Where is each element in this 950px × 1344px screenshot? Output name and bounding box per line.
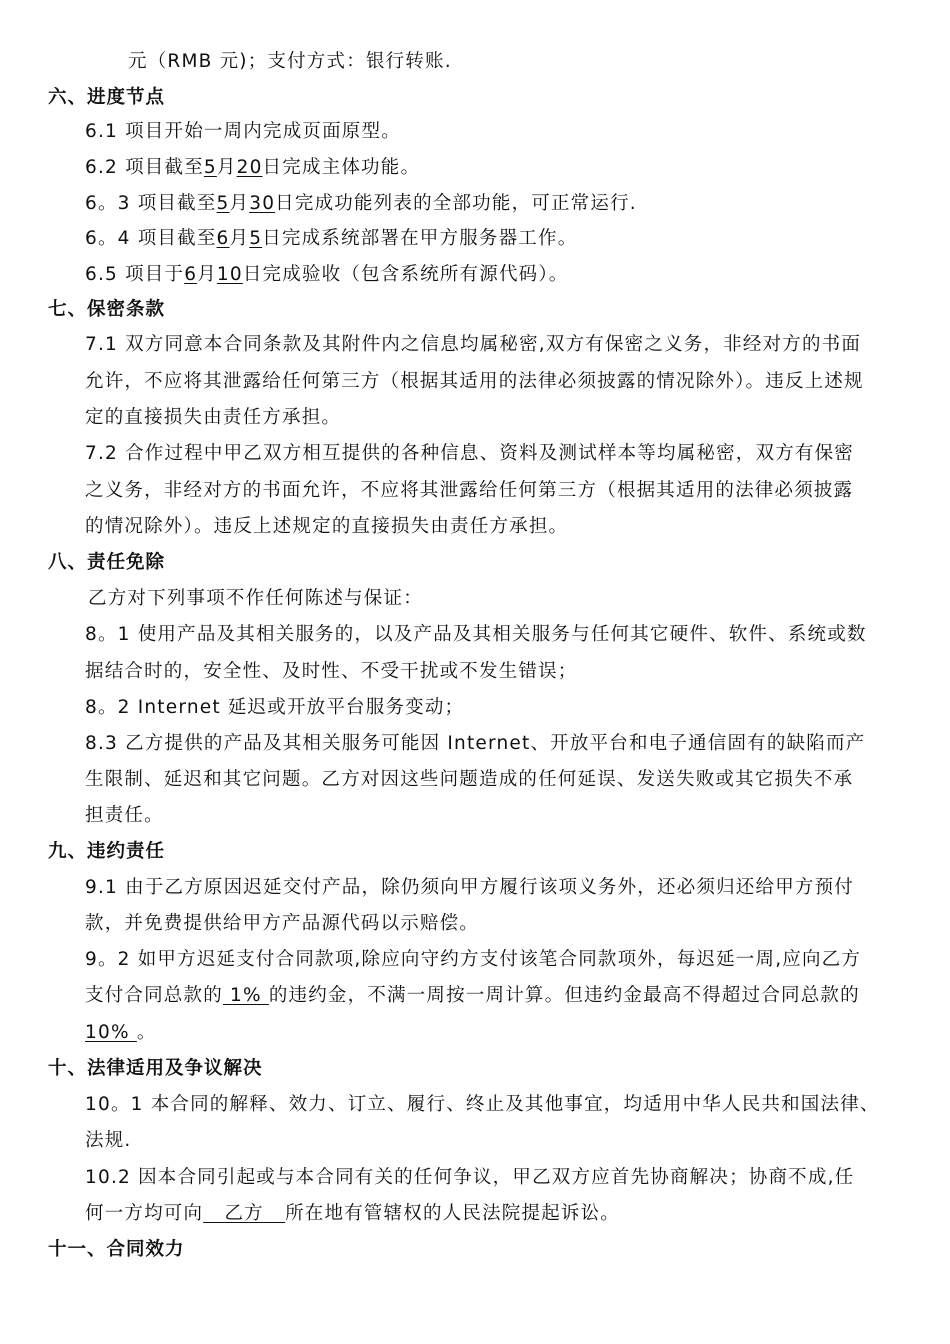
clause-7-1-line: 7.1 双方同意本合同条款及其附件内之信息均属秘密,双方有保密之义务，非经对方的书面 <box>85 334 862 355</box>
clause-7-2-line: 之义务，非经对方的书面允许，不应将其泄露给任何第三方（根据其适用的法律必须披露 <box>85 480 854 501</box>
payment-method-line: 元（RMB 元)；支付方式：银行转账. <box>128 51 452 72</box>
section-heading-exemption: 八、责任免除 <box>48 552 166 573</box>
jurisdiction-party: 乙方 <box>203 1203 286 1224</box>
clause-9-2-line: 10% 。 <box>85 1022 157 1043</box>
clause-10-2-line: 10.2 因本合同引起或与本合同有关的任何争议，甲乙双方应首先协商解决；协商不成,任 <box>85 1167 855 1188</box>
clause-8-3-line: 生限制、延迟和其它问题。乙方对因这些问题造成的任何延误、发送失败或其它损失不承 <box>85 769 854 790</box>
schedule-item-6-5: 6.5 项目于6月10日完成验收（包含系统所有源代码）。 <box>85 264 569 285</box>
clause-9-1-line: 款，并免费提供给甲方产品源代码以示赔偿。 <box>85 913 480 934</box>
underlined-day: 10 <box>216 264 243 285</box>
schedule-item-6-3: 6。3 项目截至5月30日完成功能列表的全部功能，可正常运行. <box>85 193 637 214</box>
schedule-item-6-2: 6.2 项目截至5月20日完成主体功能。 <box>85 157 421 178</box>
underlined-day: 5 <box>249 228 263 249</box>
schedule-item-6-4: 6。4 项目截至6月5日完成系统部署在甲方服务器工作。 <box>85 228 578 249</box>
clause-8-1-line: 据结合时的，安全性、及时性、不受干扰或不发生错误； <box>85 661 578 682</box>
underlined-day: 20 <box>236 157 263 178</box>
clause-7-1-line: 定的直接损失由责任方承担。 <box>85 407 342 428</box>
section-heading-contract-validity: 十一、合同效力 <box>48 1239 185 1260</box>
section-heading-governing-law: 十、法律适用及争议解决 <box>48 1058 263 1079</box>
section-heading-schedule: 六、进度节点 <box>48 87 166 108</box>
underlined-month: 5 <box>216 193 230 214</box>
clause-10-2-line: 何一方均可向 乙方 所在地有管辖权的人民法院提起诉讼。 <box>85 1203 620 1224</box>
underlined-month: 5 <box>203 157 217 178</box>
clause-8-1-line: 8。1 使用产品及其相关服务的，以及产品及其相关服务与任何其它硬件、软件、系统或数 <box>85 624 867 645</box>
schedule-item-6-1: 6.1 项目开始一周内完成页面原型。 <box>85 121 401 142</box>
exemption-intro: 乙方对下列事项不作任何陈述与保证： <box>88 588 423 609</box>
clause-7-2-line: 的情况除外）。违反上述规定的直接损失由责任方承担。 <box>85 516 569 537</box>
clause-9-2-line: 支付合同总款的 1% 的违约金，不满一周按一周计算。但违约金最高不得超过合同总款的 <box>85 985 860 1006</box>
penalty-cap: 10% <box>85 1022 137 1043</box>
section-heading-liability: 九、违约责任 <box>48 841 166 862</box>
underlined-month: 6 <box>216 228 230 249</box>
underlined-day: 30 <box>249 193 276 214</box>
clause-9-1-line: 9.1 由于乙方原因迟延交付产品，除仍须向甲方履行该项义务外，还必须归还给甲方预付 <box>85 877 855 898</box>
clause-7-2-line: 7.2 合作过程中甲乙双方相互提供的各种信息、资料及测试样本等均属秘密，双方有保密 <box>85 443 855 464</box>
clause-7-1-line: 允许，不应将其泄露给任何第三方（根据其适用的法律必须披露的情况除外）。违反上述规 <box>85 371 864 392</box>
clause-8-3-line: 担责任。 <box>85 805 164 826</box>
clause-10-1-line: 法规. <box>85 1130 132 1151</box>
clause-10-1-line: 10。1 本合同的解释、效力、订立、履行、终止及其他事宜，均适用中华人民共和国法律、 <box>85 1094 880 1115</box>
penalty-rate: 1% <box>222 985 269 1006</box>
clause-8-3-line: 8.3 乙方提供的产品及其相关服务可能因 Internet、开放平台和电子通信固有的缺陷而产 <box>85 733 866 754</box>
clause-8-2: 8。2 Internet 延迟或开放平台服务变动； <box>85 697 465 718</box>
clause-9-2-line: 9。2 如甲方迟延支付合同款项,除应向守约方支付该笔合同款项外，每迟延一周,应向乙方 <box>85 949 862 970</box>
section-heading-confidentiality: 七、保密条款 <box>48 299 166 320</box>
underlined-month: 6 <box>184 264 198 285</box>
